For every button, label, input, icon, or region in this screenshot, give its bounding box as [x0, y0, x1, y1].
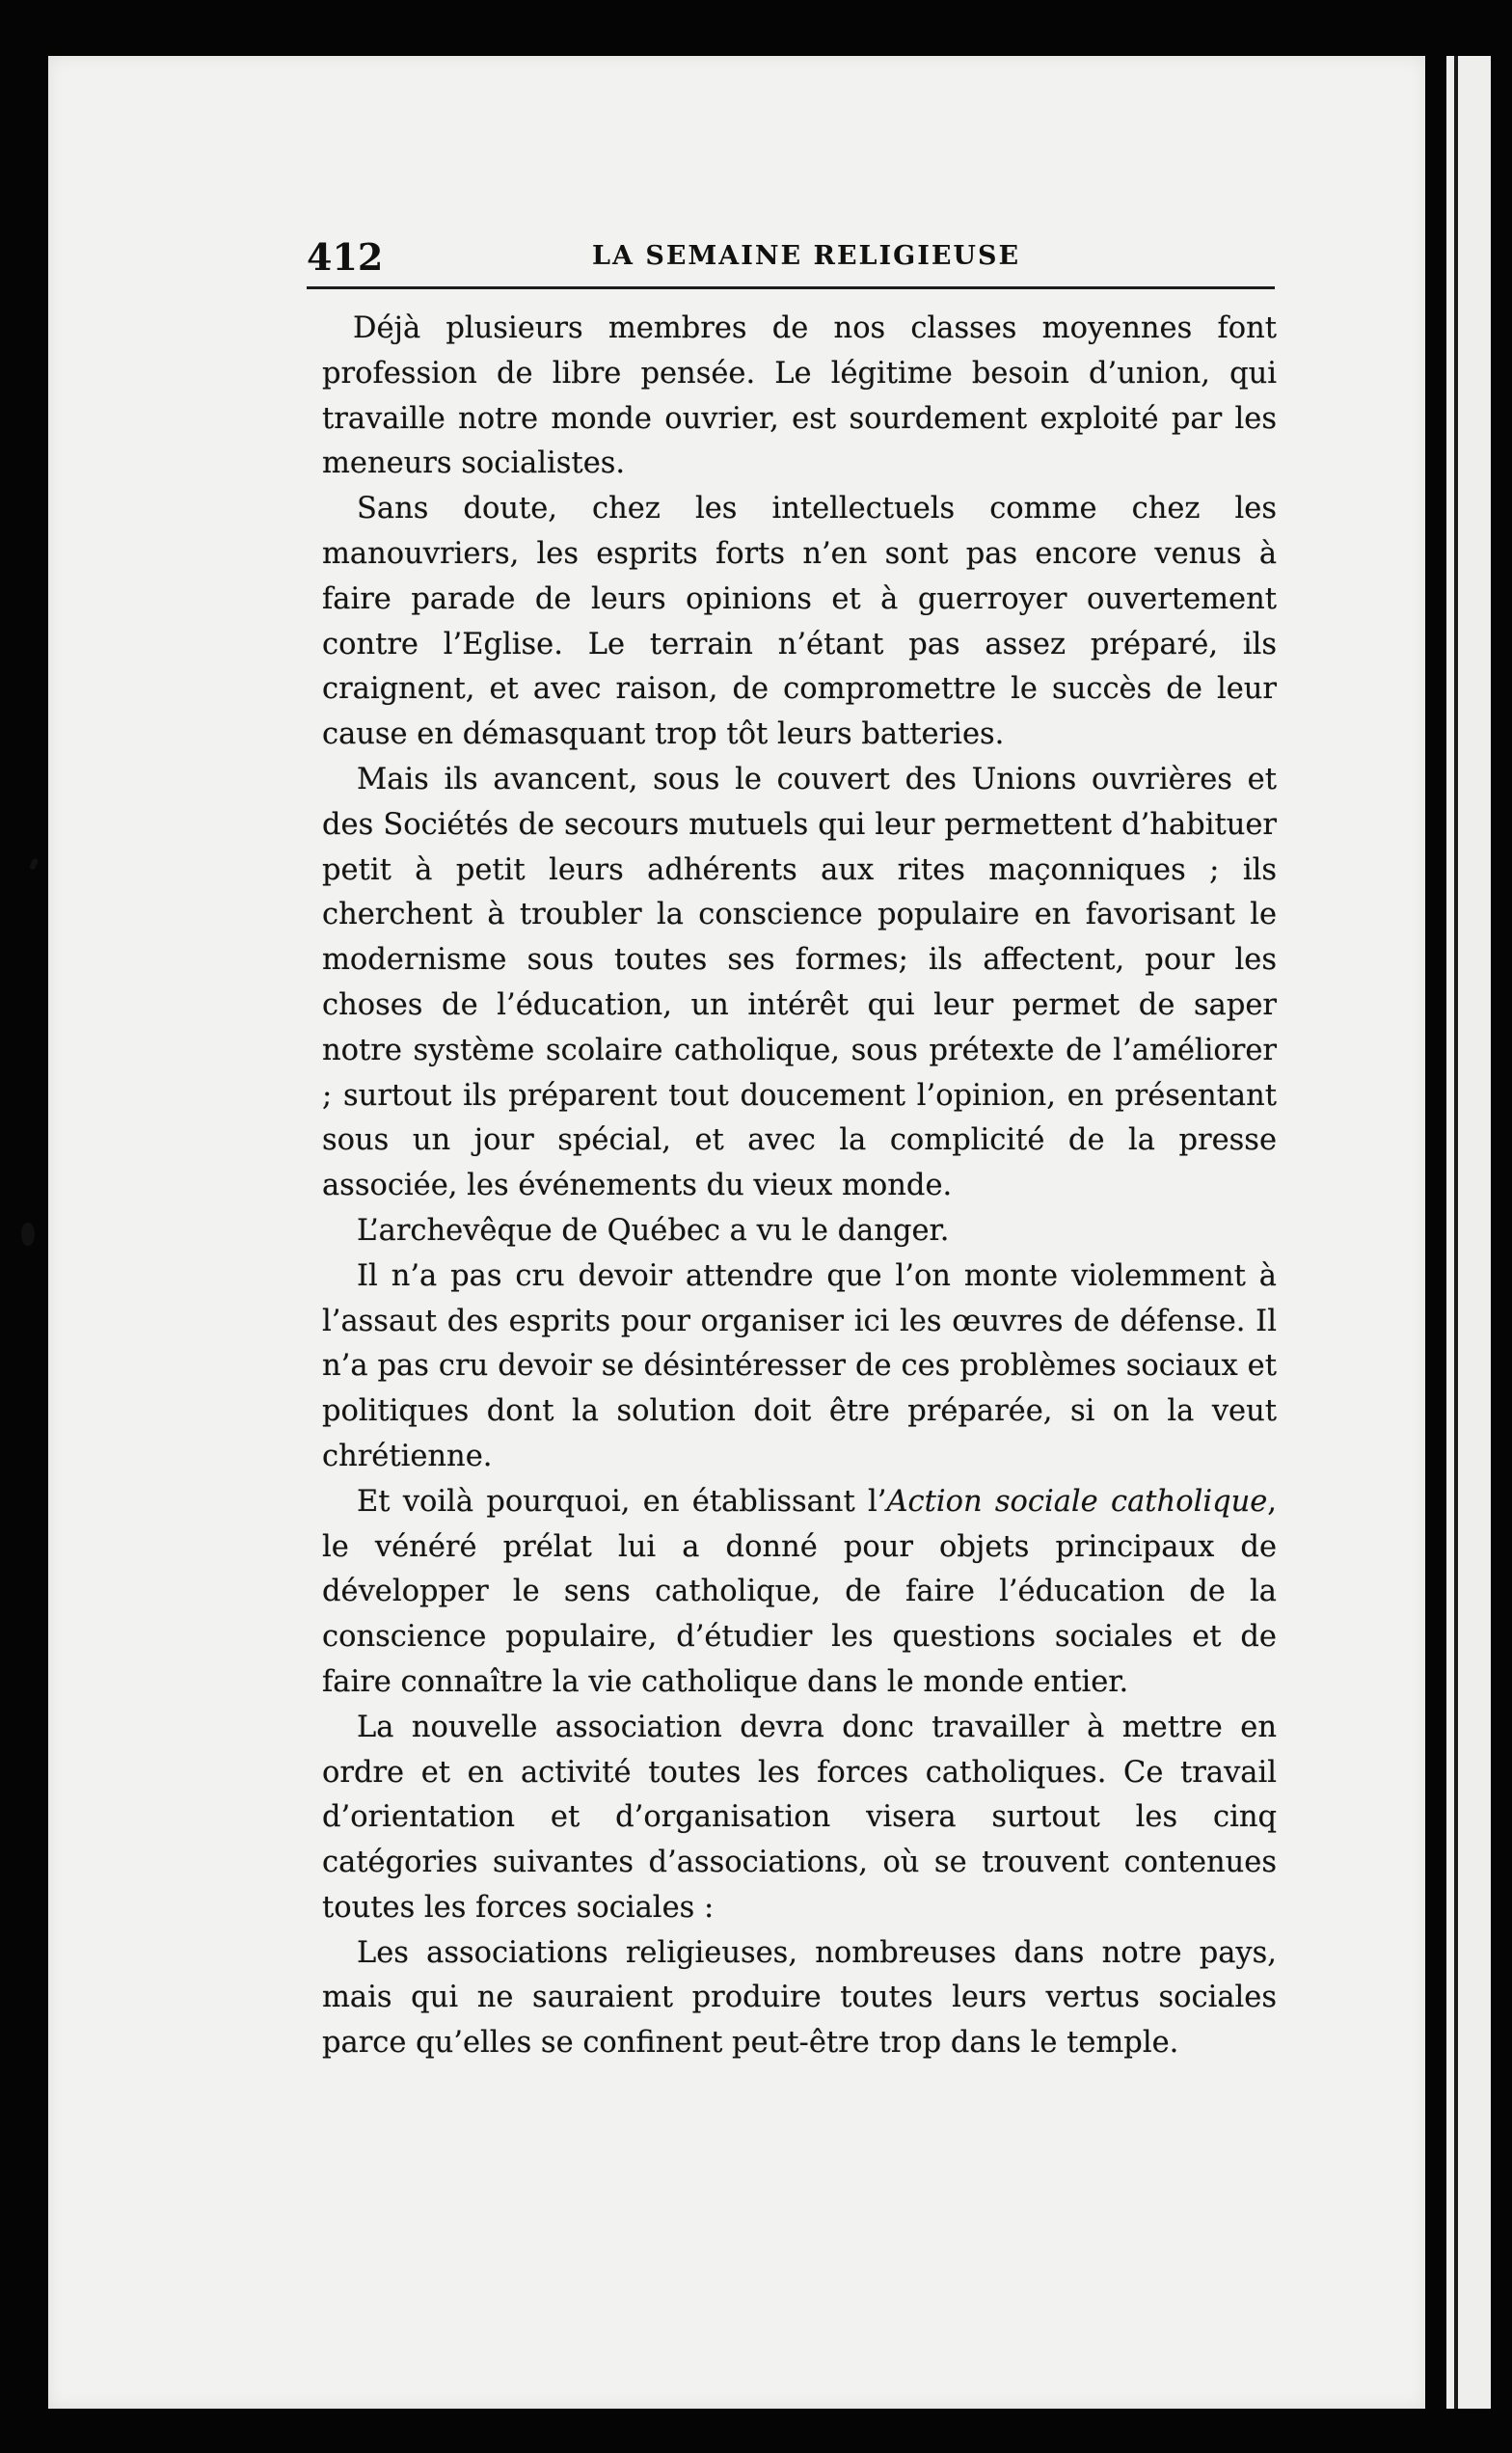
next-page-edge [1446, 56, 1491, 2409]
paragraph-4: L’archevêque de Québec a vu le danger. [357, 1213, 950, 1248]
paragraph-2: Sans doute, chez les intellectuels comme chez les manouvriers, les esprits forts n’en sont pas encore venus à faire parade de leurs opinions et à guerroyer ouvertement contre l’Eglise. Le terrain n’étant pas assez préparé, ils craignent, et avec raison, de compromettre le succès de leur cause en démasquant trop tôt leurs batteries. [322, 492, 1277, 752]
page-fold-shadow [1454, 56, 1458, 2409]
body-text [322, 307, 1277, 2066]
paragraph-8: Les associations religieuses, nombreuses dans notre pays, mais qui ne sauraient produire toutes leurs vertus sociales parce qu’elles se confinent peut-être trop dans le temple. [322, 1935, 1277, 2061]
page-number: 412 [307, 235, 384, 279]
paragraph-6-after: , le vénéré prélat lui a donné pour objets principaux de développer le sens catholique, de faire l’éducation de la conscience populaire, d’étudier les questions sociales et de faire connaître la vie catholique dans le monde entier. [322, 1484, 1277, 1699]
paragraph-7: La nouvelle association devra donc travailler à mettre en ordre et en activité toutes les forces catholiques. Ce travail d’orientation et d’organisation visera surtout les cinq catégories suivantes d’associations, où se trouvent contenues toutes les forces sociales : [322, 1710, 1277, 1925]
paragraph-3: Mais ils avancent, sous le couvert des Unions ouvrières et des Sociétés de secours mutuels qui leur permettent d’habituer petit à petit leurs adhérents aux rites maçonniques ; ils cherchent à troubler la conscience populaire en favorisant le modernisme sous toutes ses formes; ils affectent, pour les choses de l’éducation, un intérêt qui leur permet de saper notre système scolaire catholique, sous prétexte de l’améliorer ; surtout ils préparent tout doucement l’opinion, en présentant sous un jour spécial, et avec la complicité de la presse associée, les événements du vieux monde. [322, 762, 1277, 1203]
page-header [307, 229, 1275, 287]
paragraph-1: Déjà plusieurs membres de nos classes moyennes font profession de libre pensée. Le légitime besoin d’union, qui travaille notre monde ouvrier, est sourdement exploité par les meneurs socialistes. [322, 311, 1277, 481]
header-rule [307, 286, 1275, 289]
paragraph-5: Il n’a pas cru devoir attendre que l’on monte violemment à l’assaut des esprits pour organiser ici les œuvres de défense. Il n’a pas cru devoir se désintéresser de ces problèmes sociaux et politiques dont la solution doit être préparée, si on la veut chrétienne. [322, 1258, 1277, 1473]
running-title: LA SEMAINE RELIGIEUSE [592, 241, 1021, 271]
margin-mark [29, 857, 40, 870]
margin-blot [21, 1223, 35, 1246]
paragraph-6-before: Et voilà pourquoi, en établissant l’ [357, 1484, 887, 1519]
action-sociale-catholique-title: Action sociale catholique [886, 1484, 1268, 1519]
paragraph-6 [322, 1480, 1277, 1706]
